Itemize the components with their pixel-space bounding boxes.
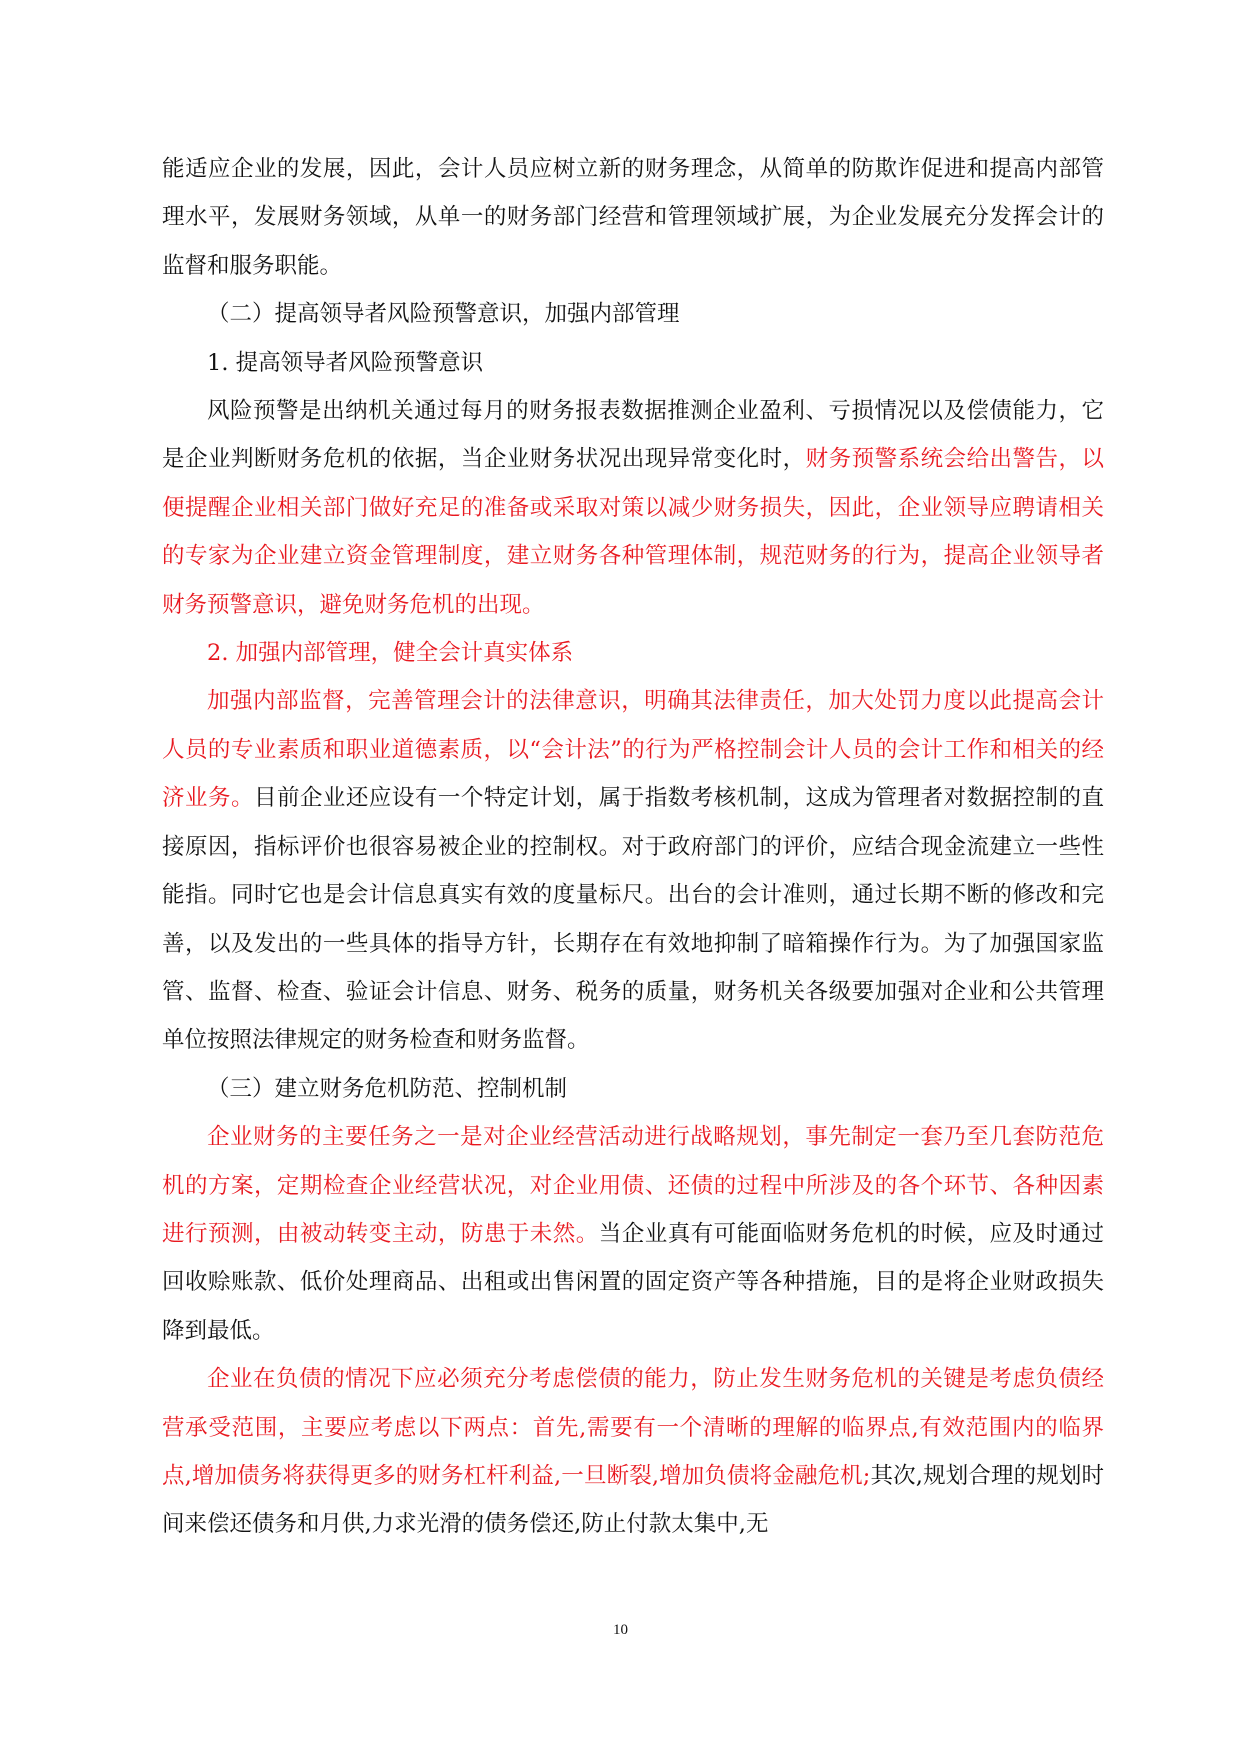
- body-text-run: 风险预警是出纳机关通过每月的财务报表数据推测企业盈利、亏损情况以及偿债能力，它是企业判断财务危机的依据，当企业财务状况出现异常变化时，: [162, 398, 1104, 473]
- document-body: [162, 145, 1104, 1549]
- body-text-run: （二）提高领导者风险预警意识，加强内部管理: [207, 301, 680, 328]
- highlighted-text: 企业财务的主要任务之一是对企业经营活动进行战略规划，事先制定一套乃至几套防范危机的方案，定期检查企业经营状况，对企业用债、还债的过程中所涉及的各个环节、各种因素进行预测，由被动转变主动，防患于未然。: [162, 1124, 1104, 1247]
- body-text-run: 其次,规划合理的规划时间来偿还债务和月供,力求光滑的债务偿还,防止付款太集中,无: [162, 1462, 1104, 1538]
- page-number: 10: [613, 1622, 628, 1638]
- paragraph: [162, 290, 1104, 338]
- paragraph: [162, 387, 1104, 629]
- paragraph: [162, 1355, 1104, 1549]
- paragraph: [162, 1113, 1104, 1355]
- highlighted-text: 企业在负债的情况下应必须充分考虑偿债的能力，防止发生财务危机的关键是考虑负债经营承受范围，主要应考虑以下两点：首先,需要有一个清晰的理解的临界点,有效范围内的临界点,增加债务将获得更多的财务杠杆利益,一旦断裂,增加负债将金融危机;: [162, 1366, 1104, 1489]
- body-text-run: 当企业真有可能面临财务危机的时候，应及时通过回收赊账款、低价处理商品、出租或出售闲置的固定资产等各种措施，目的是将企业财政损失降到最低。: [162, 1220, 1104, 1344]
- paragraph: [162, 629, 1104, 677]
- highlighted-text: 加强内部监督，完善管理会计的法律意识，明确其法律责任，加大处罚力度以此提高会计人员的专业素质和职业道德素质，以“会计法”的行为严格控制会计人员的会计工作和相关的经济业务。: [162, 688, 1104, 812]
- body-text-run: 能适应企业的发展，因此，会计人员应树立新的财务理念，从简单的防欺诈促进和提高内部管理水平，发展财务领域，从单一的财务部门经营和管理领域扩展，为企业发展充分发挥会计的监督和服务职能。: [162, 156, 1104, 279]
- paragraph: [162, 677, 1104, 1064]
- highlighted-text: 2. 加强内部管理，健全会计真实体系: [207, 640, 574, 667]
- highlighted-text: 财务预警系统会给出警告，以便提醒企业相关部门做好充足的准备或采取对策以减少财务损失，因此，企业领导应聘请相关的专家为企业建立资金管理制度，建立财务各种管理体制，规范财务的行为，提高企业领导者财务预警意识，避免财务危机的出现。: [162, 446, 1104, 618]
- body-text-run: 1. 提高领导者风险预警意识: [207, 349, 484, 376]
- paragraph: [162, 1065, 1104, 1113]
- paragraph: [162, 339, 1104, 387]
- body-text-run: （三）建立财务危机防范、控制机制: [207, 1075, 568, 1102]
- body-text-run: 目前企业还应设有一个特定计划，属于指数考核机制，这成为管理者对数据控制的直接原因，指标评价也很容易被企业的控制权。对于政府部门的评价，应结合现金流建立一些性能指。同时它也是会计信息真实有效的度量标尺。出台的会计准则，通过长期不断的修改和完善，以及发出的一些具体的指导方针，长期存在有效地抑制了暗箱操作行为。为了加强国家监管、监督、检查、验证会计信息、财务、税务的质量，财务机关各级要加强对企业和公共管理单位按照法律规定的财务检查和财务监督。: [162, 785, 1104, 1054]
- paragraph: [162, 145, 1104, 290]
